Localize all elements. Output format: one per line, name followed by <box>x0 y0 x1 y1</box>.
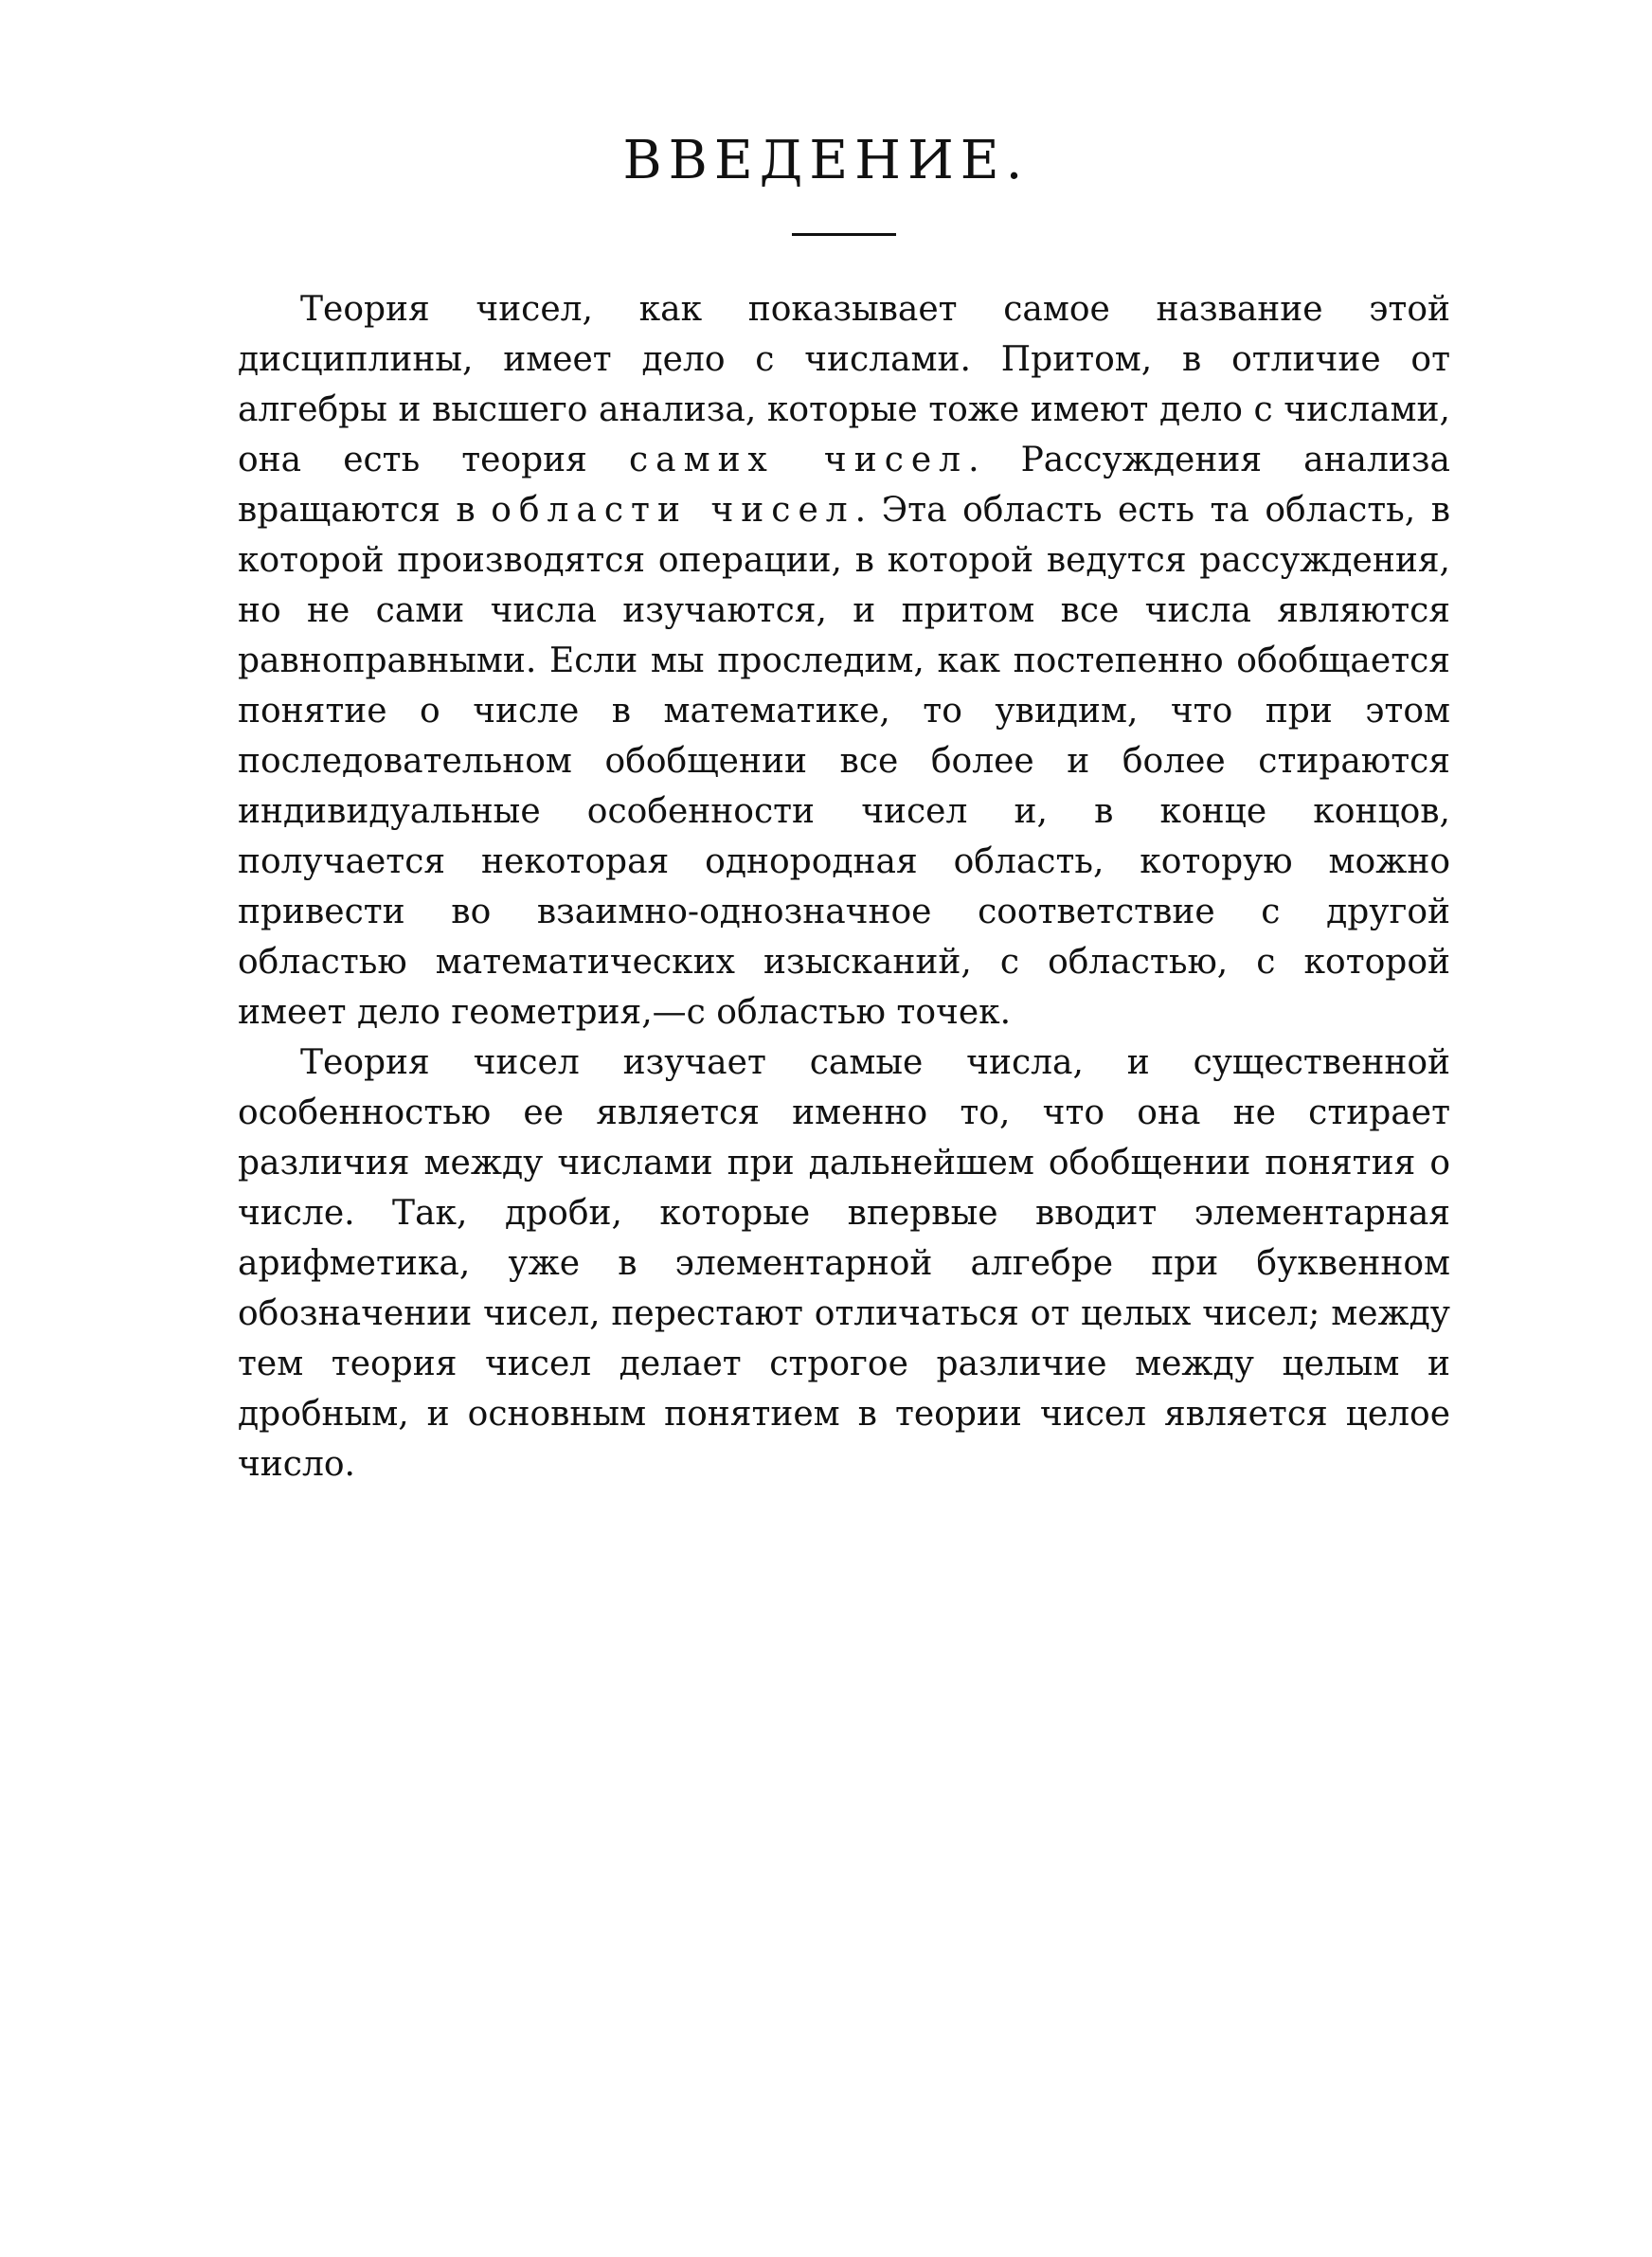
paragraph-1-emphasis-1: самих чисел <box>628 441 969 479</box>
paragraph-1-part-2: . Рассуждения анализа вращаются в <box>238 441 1450 530</box>
page-title: ВВЕДЕНИЕ. <box>622 130 1030 191</box>
paragraph-1-part-3: . Эта область есть та область, в которой производятся операции, в которой ведутся рассуждения, но не сами числа изучаются, и притом все числа являются равноправными. Если мы проследим, как постепенно обобщается понятие о числе в математике, то увидим, что при этом последовательном обобщении все более и более стираются индивидуальные особенности чисел и, в конце концов, получается некоторая однородная область, которую можно привести во взаимно-однозначное соответствие с другой областью математических изысканий, с областью, с которой имеет дело геометрия,—с областью точек. <box>238 491 1450 1032</box>
paragraph-1-emphasis-2: области чисел <box>491 491 855 530</box>
body-text <box>238 284 1450 1490</box>
title-divider <box>792 233 896 236</box>
paragraph-1 <box>238 284 1450 1038</box>
paragraph-2: Теория чисел изучает самые числа, и существенной особенностью ее является именно то, что она не стирает различия между числами при дальнейшем обобщении понятия о числе. Так, дроби, которые впервые вводит элементарная арифметика, уже в элементарной алгебре при буквенном обозначении чисел, перестают отличаться от целых чисел; между тем теория чисел делает строгое различие между целым и дробным, и основным понятием в теории чисел является целое число. <box>238 1043 1450 1484</box>
paragraph-1-part-1: Теория чисел, как показывает самое название этой дисциплины, имеет дело с числами. Притом, в отличие от алгебры и высшего анализа, которые тоже имеют дело с числами, она есть теория <box>238 290 1450 479</box>
